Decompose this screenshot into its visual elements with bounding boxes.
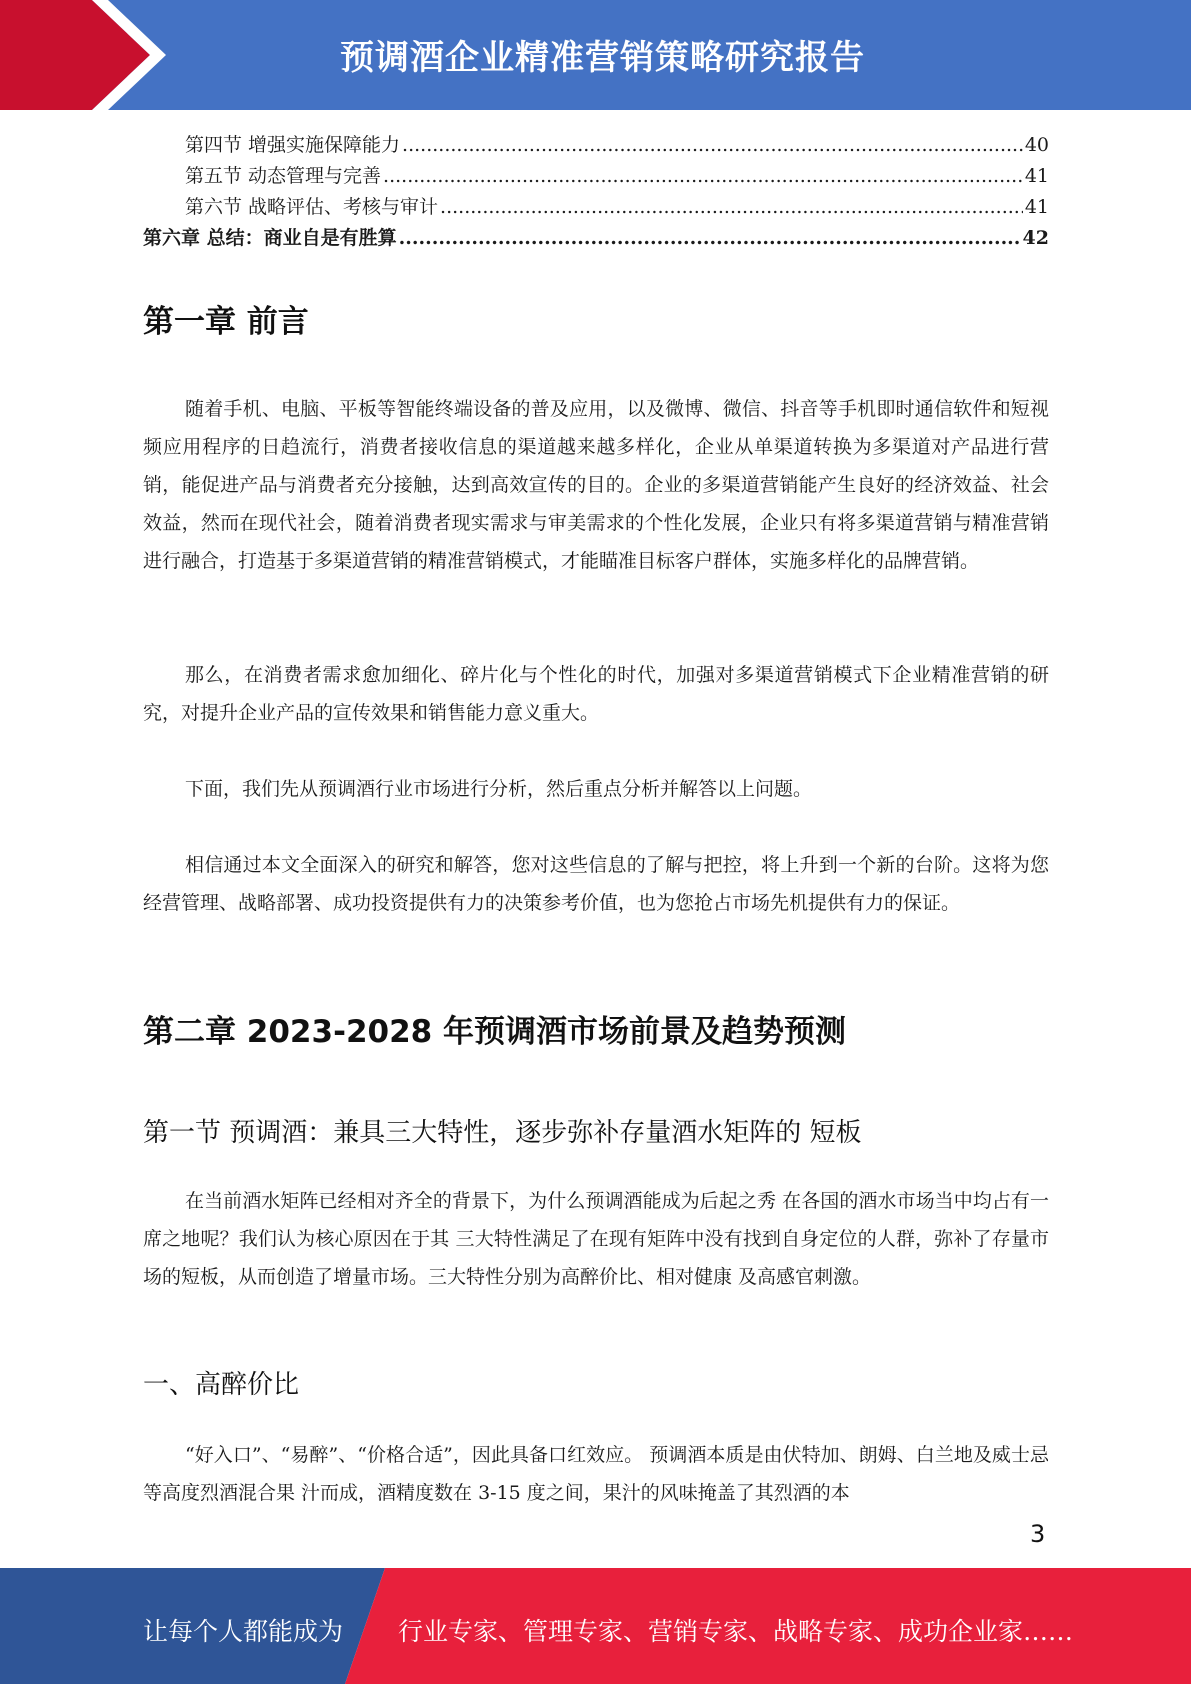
chapter-heading: 第二章 2023-2028 年预调酒市场前景及趋势预测 — [143, 1014, 847, 1050]
toc-entry[interactable] — [143, 161, 1049, 192]
toc-entry[interactable] — [143, 223, 1049, 254]
paragraph: 在当前酒水矩阵已经相对齐全的背景下，为什么预调酒能成为后起之秀 在各国的酒水市场当中均占有一席之地呢？我们认为核心原因在于其 三大特性满足了在现有矩阵中没有找到自身定位的人群，弥补了存量市 场的短板，从而创造了增量市场。三大特性分别为高醉价比、相对健康 及高感官刺激。 — [143, 1190, 1049, 1288]
toc-entry-label: 第四节 增强实施保障能力 — [185, 134, 401, 156]
toc-entry-label: 第六章 总结：商业自是有胜算 — [143, 227, 397, 249]
subsection-heading: 一、高醉价比 — [143, 1370, 300, 1400]
toc-leader-dots — [383, 165, 1023, 187]
table-of-contents — [143, 130, 1049, 254]
toc-entry[interactable] — [143, 192, 1049, 223]
report-title: 预调酒企业精准营销策略研究报告 — [340, 38, 865, 78]
toc-entry-page: 40 — [1024, 134, 1049, 156]
page-number: 3 — [1030, 1520, 1046, 1548]
footer-slogan-right: 行业专家、管理专家、营销专家、战略专家、成功企业家…… — [398, 1617, 1074, 1646]
paragraph: 那么，在消费者需求愈加细化、碎片化与个性化的时代，加强对多渠道营销模式下企业精准营销的研究，对提升企业产品的宣传效果和销售能力意义重大。 — [143, 664, 1049, 724]
paragraph: 随着手机、电脑、平板等智能终端设备的普及应用，以及微博、微信、抖音等手机即时通信软件和短视频应用程序的日趋流行，消费者接收信息的渠道越来越多样化，企业从单渠道转换为多渠道对产品进行营销，能促进产品与消费者充分接触，达到高效宣传的目的。企业的多渠道营销能产生良好的经济效益、社会效益，然而在现代社会，随着消费者现实需求与审美需求的个性化发展，企业只有将多渠道营销与精准营销进行融合，打造基于多渠道营销的精准营销模式，才能瞄准目标客户群体，实施多样化的品牌营销。 — [143, 398, 1049, 572]
toc-entry[interactable] — [143, 130, 1049, 161]
toc-leader-dots — [440, 196, 1023, 218]
toc-entry-page: 41 — [1024, 196, 1049, 218]
paragraph: 下面，我们先从预调酒行业市场进行分析，然后重点分析并解答以上问题。 — [185, 778, 813, 800]
section-heading: 第一节 预调酒：兼具三大特性，逐步弥补存量酒水矩阵的 短板 — [143, 1118, 862, 1148]
page-header — [0, 0, 1191, 110]
toc-leader-dots — [402, 134, 1023, 156]
toc-entry-label: 第六节 战略评估、考核与审计 — [185, 196, 439, 218]
paragraph: “好入口”、“易醉”、“价格合适”，因此具备口红效应。 预调酒本质是由伏特加、朗姆、白兰地及威士忌等高度烈酒混合果 汁而成，酒精度数在 3-15 度之间，果汁的风味掩盖了其烈酒的本 — [143, 1444, 1049, 1504]
paragraph: 相信通过本文全面深入的研究和解答，您对这些信息的了解与把控，将上升到一个新的台阶。这将为您经营管理、战略部署、成功投资提供有力的决策参考价值，也为您抢占市场先机提供有力的保证。 — [143, 854, 1049, 914]
toc-entry-page: 42 — [1022, 227, 1049, 249]
toc-entry-label: 第五节 动态管理与完善 — [185, 165, 382, 187]
toc-entry-page: 41 — [1024, 165, 1049, 187]
toc-leader-dots — [399, 227, 1021, 249]
page-footer — [0, 1568, 1191, 1684]
footer-slogan-left: 让每个人都能成为 — [143, 1617, 344, 1646]
chapter-heading: 第一章 前言 — [143, 304, 309, 340]
